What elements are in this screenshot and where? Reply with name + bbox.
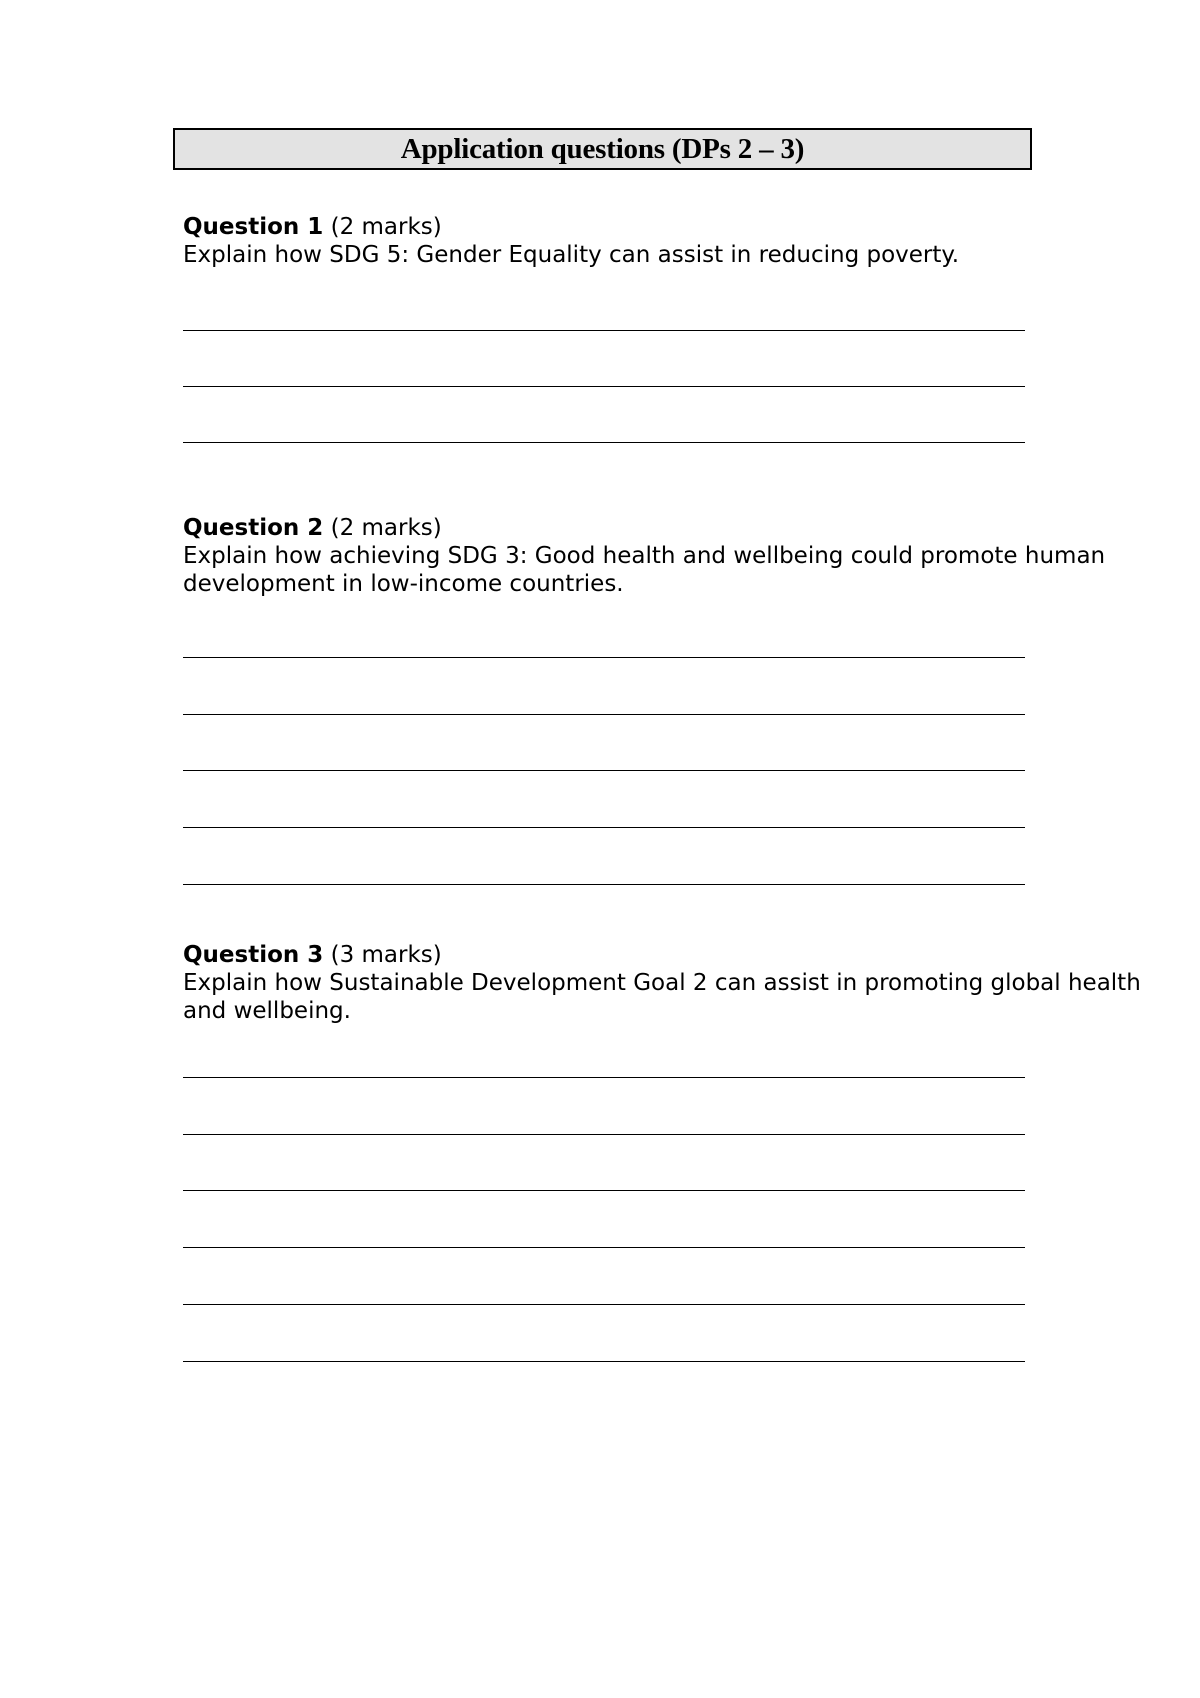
question-3 (183, 941, 1183, 1025)
question-1-answer-line[interactable] (183, 442, 1025, 443)
question-3-label: Question 3 (183, 942, 324, 968)
question-1 (183, 213, 1183, 269)
section-title: Application questions (DPs 2 – 3) (400, 132, 805, 165)
question-3-marks: (3 marks) (330, 942, 442, 968)
question-1-answer-line[interactable] (183, 330, 1025, 331)
question-2-marks: (2 marks) (330, 515, 442, 541)
question-1-marks: (2 marks) (330, 214, 442, 240)
section-title-box (173, 128, 1032, 170)
question-3-prompt: Explain how Sustainable Development Goal 2 can assist in promoting global health and wellbeing. (183, 970, 1141, 1024)
question-2-answer-line[interactable] (183, 827, 1025, 828)
question-2-answer-line[interactable] (183, 714, 1025, 715)
question-1-answer-line[interactable] (183, 386, 1025, 387)
question-1-label: Question 1 (183, 214, 324, 240)
question-3-answer-line[interactable] (183, 1361, 1025, 1362)
question-3-answer-line[interactable] (183, 1077, 1025, 1078)
question-2-answer-line[interactable] (183, 657, 1025, 658)
question-1-prompt: Explain how SDG 5: Gender Equality can assist in reducing poverty. (183, 242, 960, 268)
question-2-answer-line[interactable] (183, 884, 1025, 885)
question-2-prompt: Explain how achieving SDG 3: Good health and wellbeing could promote human development in low-income countries. (183, 543, 1106, 597)
question-3-answer-line[interactable] (183, 1247, 1025, 1248)
question-3-answer-line[interactable] (183, 1134, 1025, 1135)
question-2 (183, 514, 1183, 598)
question-3-answer-line[interactable] (183, 1304, 1025, 1305)
question-2-answer-line[interactable] (183, 770, 1025, 771)
question-2-label: Question 2 (183, 515, 324, 541)
question-3-answer-line[interactable] (183, 1190, 1025, 1191)
